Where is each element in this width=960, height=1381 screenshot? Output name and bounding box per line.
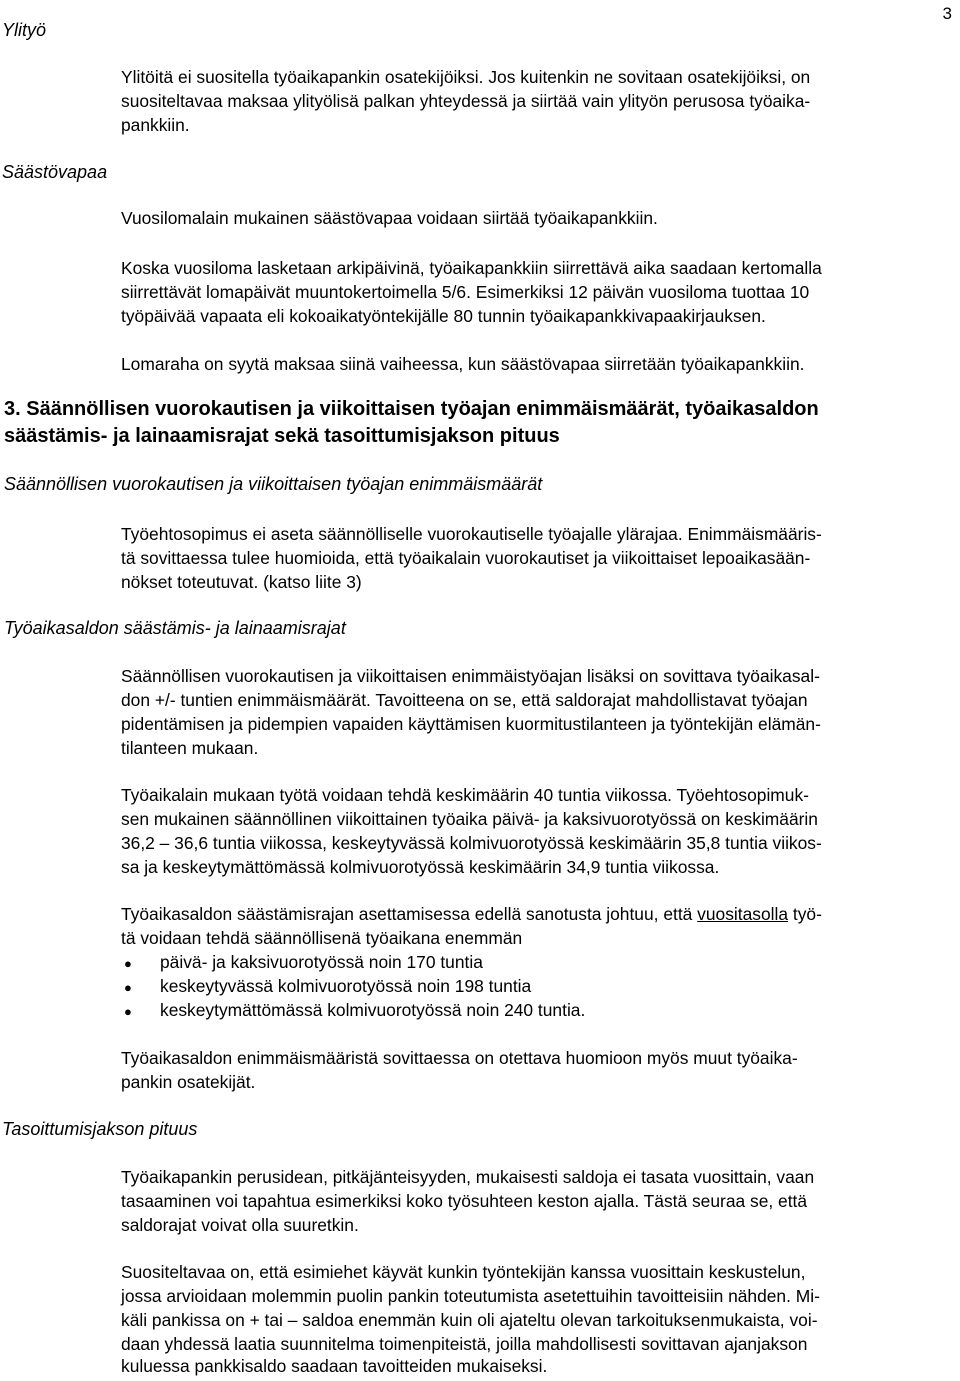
text-line [121, 904, 822, 925]
subheading-enimmaismaarat: Säännöllisen vuorokautisen ja viikoittaisen työajan enimmäismäärät [4, 474, 543, 494]
text-line: sen mukainen säännöllinen viikoittainen työaika päivä- ja kaksivuorotyössä on keskimäärin [121, 809, 818, 829]
text-line: sa ja keskeytymättömässä kolmivuorotyössä keskimäärin 34,9 tuntia viikossa. [121, 857, 720, 877]
text-line: Ylitöitä ei suositella työaikapankin osatekijöiksi. Jos kuitenkin ne sovitaan osatekijöiksi, on [121, 67, 811, 87]
text-line: tä voidaan tehdä säännöllisenä työaikana enemmän [121, 928, 523, 948]
text-line: pankkiin. [121, 115, 190, 135]
bullet-icon: ● [124, 956, 132, 971]
heading-line: säästämis- ja lainaamisrajat sekä tasoittumisjakson pituus [4, 425, 560, 447]
text-line: pankin osatekijät. [121, 1072, 256, 1092]
text-line: saldorajat voivat olla suuretkin. [121, 1215, 359, 1235]
text-line: Suositeltavaa on, että esimiehet käyvät kunkin työntekijän kanssa vuosittain keskustelun, [121, 1262, 806, 1282]
list-item: päivä- ja kaksivuorotyössä noin 170 tuntia [160, 952, 483, 972]
text-line: siirrettävät lomapäivät muuntokertoimella 5/6. Esimerkiksi 12 päivän vuosiloma tuottaa 10 [121, 282, 810, 302]
text-line: Säännöllisen vuorokautisen ja viikoittaisen enimmäistyöajan lisäksi on sovittava työaikasal- [121, 666, 820, 686]
text-line: pidentämisen ja pidempien vapaiden käyttämisen kuormitustilanteen ja työntekijän elämän- [121, 714, 821, 734]
text-line: Työaikasaldon enimmäismääristä sovittaessa on otettava huomioon myös muut työaika- [121, 1048, 798, 1068]
bullet-icon: ● [124, 980, 132, 995]
text-line: jossa arvioidaan molemmin puolin pankin toteutumista asetettuihin tavoitteisiin nähden. Mi- [121, 1286, 820, 1306]
subheading-saldorajat: Työaikasaldon säästämis- ja lainaamisrajat [4, 618, 346, 638]
margin-label-tasoittumisjakson: Tasoittumisjakson pituus [2, 1119, 198, 1139]
text-line: suositeltavaa maksaa ylityölisä palkan yhteydessä ja siirtää vain ylityön perusosa työaika- [121, 91, 811, 111]
text-line: kuluessa pankkisaldo saadaan tavoitteiden mukaiseksi. [121, 1356, 548, 1376]
text-line: Koska vuosiloma lasketaan arkipäivinä, työaikapankkiin siirrettävä aika saadaan kertomalla [121, 258, 822, 278]
text-line: don +/- tuntien enimmäismäärät. Tavoitteena on se, että saldorajat mahdollistavat työajan [121, 690, 808, 710]
text-line: nökset toteutuvat. (katso liite 3) [121, 572, 362, 592]
bullet-icon: ● [124, 1004, 132, 1019]
page-number: 3 [942, 4, 952, 23]
text-line: tasaaminen voi tapahtua esimerkiksi koko työsuhteen keston ajalla. Tästä seuraa se, että [121, 1191, 808, 1211]
text-line: Työaikapankin perusidean, pitkäjänteisyyden, mukaisesti saldoja ei tasata vuosittain, vaan [121, 1167, 815, 1187]
text-line: tä sovittaessa tulee huomioida, että työaikalain vuorokautiset ja viikoittaiset lepoaikasään- [121, 548, 811, 568]
text-line: daan yhdessä laatia suunnitelma toimenpiteistä, joilla mahdollisesti sovittavan ajanjakson [121, 1334, 808, 1354]
text-line: Työaikalain mukaan työtä voidaan tehdä keskimäärin 40 tuntia viikossa. Työehtosopimuk- [121, 785, 809, 805]
text-line: tilanteen mukaan. [121, 738, 259, 758]
saasto-paragraph-1: Vuosilomalain mukainen säästövapaa voidaan siirtää työaikapankkiin. [121, 208, 658, 228]
text-segment: työ- [788, 904, 822, 924]
text-line: Työehtosopimus ei aseta säännölliselle vuorokautiselle työajalle ylärajaa. Enimmäismääris- [121, 524, 822, 544]
list-item: keskeytymättömässä kolmivuorotyössä noin 240 tuntia. [160, 1000, 586, 1020]
text-line: käli pankissa on + tai – saldoa enemmän kuin oli ajateltu olevan tarkoituksenmukaista, voi- [121, 1310, 818, 1330]
text-line: 36,2 – 36,6 tuntia viikossa, keskeytyvässä kolmivuorotyössä keskimäärin 35,8 tuntia viikos- [121, 833, 822, 853]
text-line: työpäivää vapaata eli kokoaikatyöntekijälle 80 tunnin työaikapankkivapaakirjauksen. [121, 306, 766, 326]
margin-label-ylityo: Ylityö [2, 20, 47, 40]
text-segment: Työaikasaldon säästämisrajan asettamisessa edellä sanotusta johtuu, että [121, 904, 698, 924]
margin-label-saastovapaa: Säästövapaa [2, 162, 108, 182]
saasto-paragraph-3: Lomaraha on syytä maksaa siinä vaiheessa, kun säästövapaa siirretään työaikapankkiin. [121, 354, 805, 374]
list-item: keskeytyvässä kolmivuorotyössä noin 198 tuntia [160, 976, 532, 996]
heading-line: 3. Säännöllisen vuorokautisen ja viikoittaisen työajan enimmäismäärät, työaikasaldon [4, 398, 819, 420]
underlined-text: vuositasolla [697, 904, 789, 924]
